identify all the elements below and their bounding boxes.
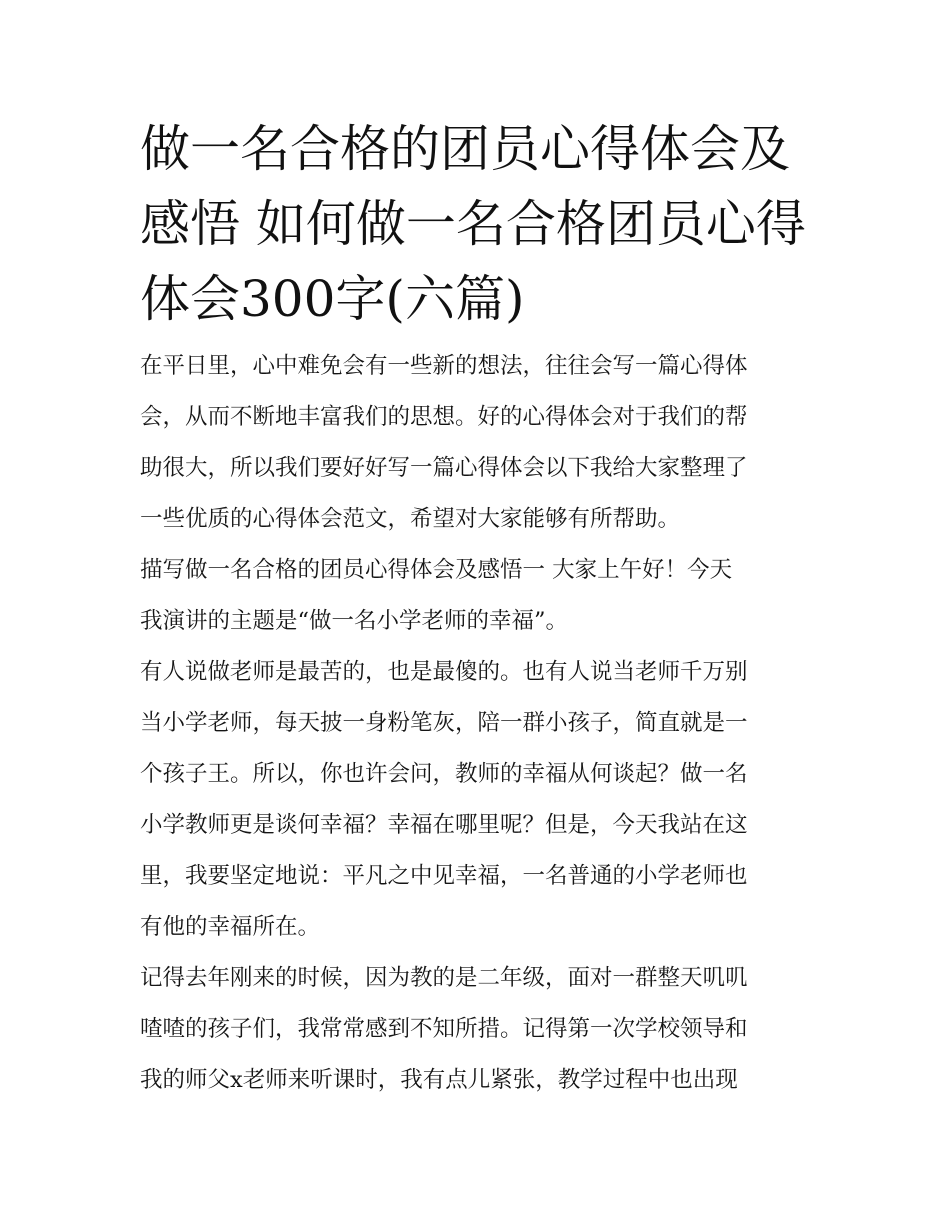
text-line: 喳喳的孩子们，我常常感到不知所措。记得第一次学校领导和: [140, 1016, 748, 1042]
title-line: 做一名合格的团员心得体会及: [140, 120, 790, 178]
text-line: 我的师父x老师来听课时，我有点儿紧张，教学过程中也出现: [140, 1067, 738, 1093]
document-title: [140, 112, 812, 337]
text-line: 有人说做老师是最苦的，也是最傻的。也有人说当老师千万别: [140, 659, 748, 685]
text-line: 我演讲的主题是“做一名小学老师的幸福”。: [140, 608, 569, 634]
text-line: 个孩子王。所以，你也许会问，教师的幸福从何谈起？做一名: [140, 761, 748, 787]
section-heading-paragraph: [140, 545, 812, 647]
text-line: 小学教师更是谈何幸福？幸福在哪里呢？但是，今天我站在这: [140, 812, 748, 838]
text-line: 一些优质的心得体会范文，希望对大家能够有所帮助。: [140, 506, 681, 532]
text-line: 里，我要坚定地说：平凡之中见幸福，一名普通的小学老师也: [140, 863, 748, 889]
text-line: 描写做一名合格的团员心得体会及感悟一 大家上午好！今天: [140, 557, 733, 583]
title-line: 体会300字(六篇): [140, 270, 525, 328]
intro-paragraph: [140, 341, 812, 545]
body-paragraph: [140, 647, 812, 953]
body-paragraph: [140, 953, 812, 1106]
document-body: [140, 341, 812, 1106]
text-line: 在平日里，心中难免会有一些新的想法，往往会写一篇心得体: [140, 353, 748, 379]
text-line: 记得去年刚来的时候，因为教的是二年级，面对一群整天叽叽: [140, 965, 748, 991]
text-line: 当小学老师，每天披一身粉笔灰，陪一群小孩子，简直就是一: [140, 710, 748, 736]
text-line: 有他的幸福所在。: [140, 914, 321, 940]
text-line: 助很大，所以我们要好好写一篇心得体会以下我给大家整理了: [140, 455, 748, 481]
text-line: 会，从而不断地丰富我们的思想。好的心得体会对于我们的帮: [140, 404, 748, 430]
document-page: [140, 112, 812, 1106]
title-line: 感悟 如何做一名合格团员心得: [140, 195, 806, 253]
